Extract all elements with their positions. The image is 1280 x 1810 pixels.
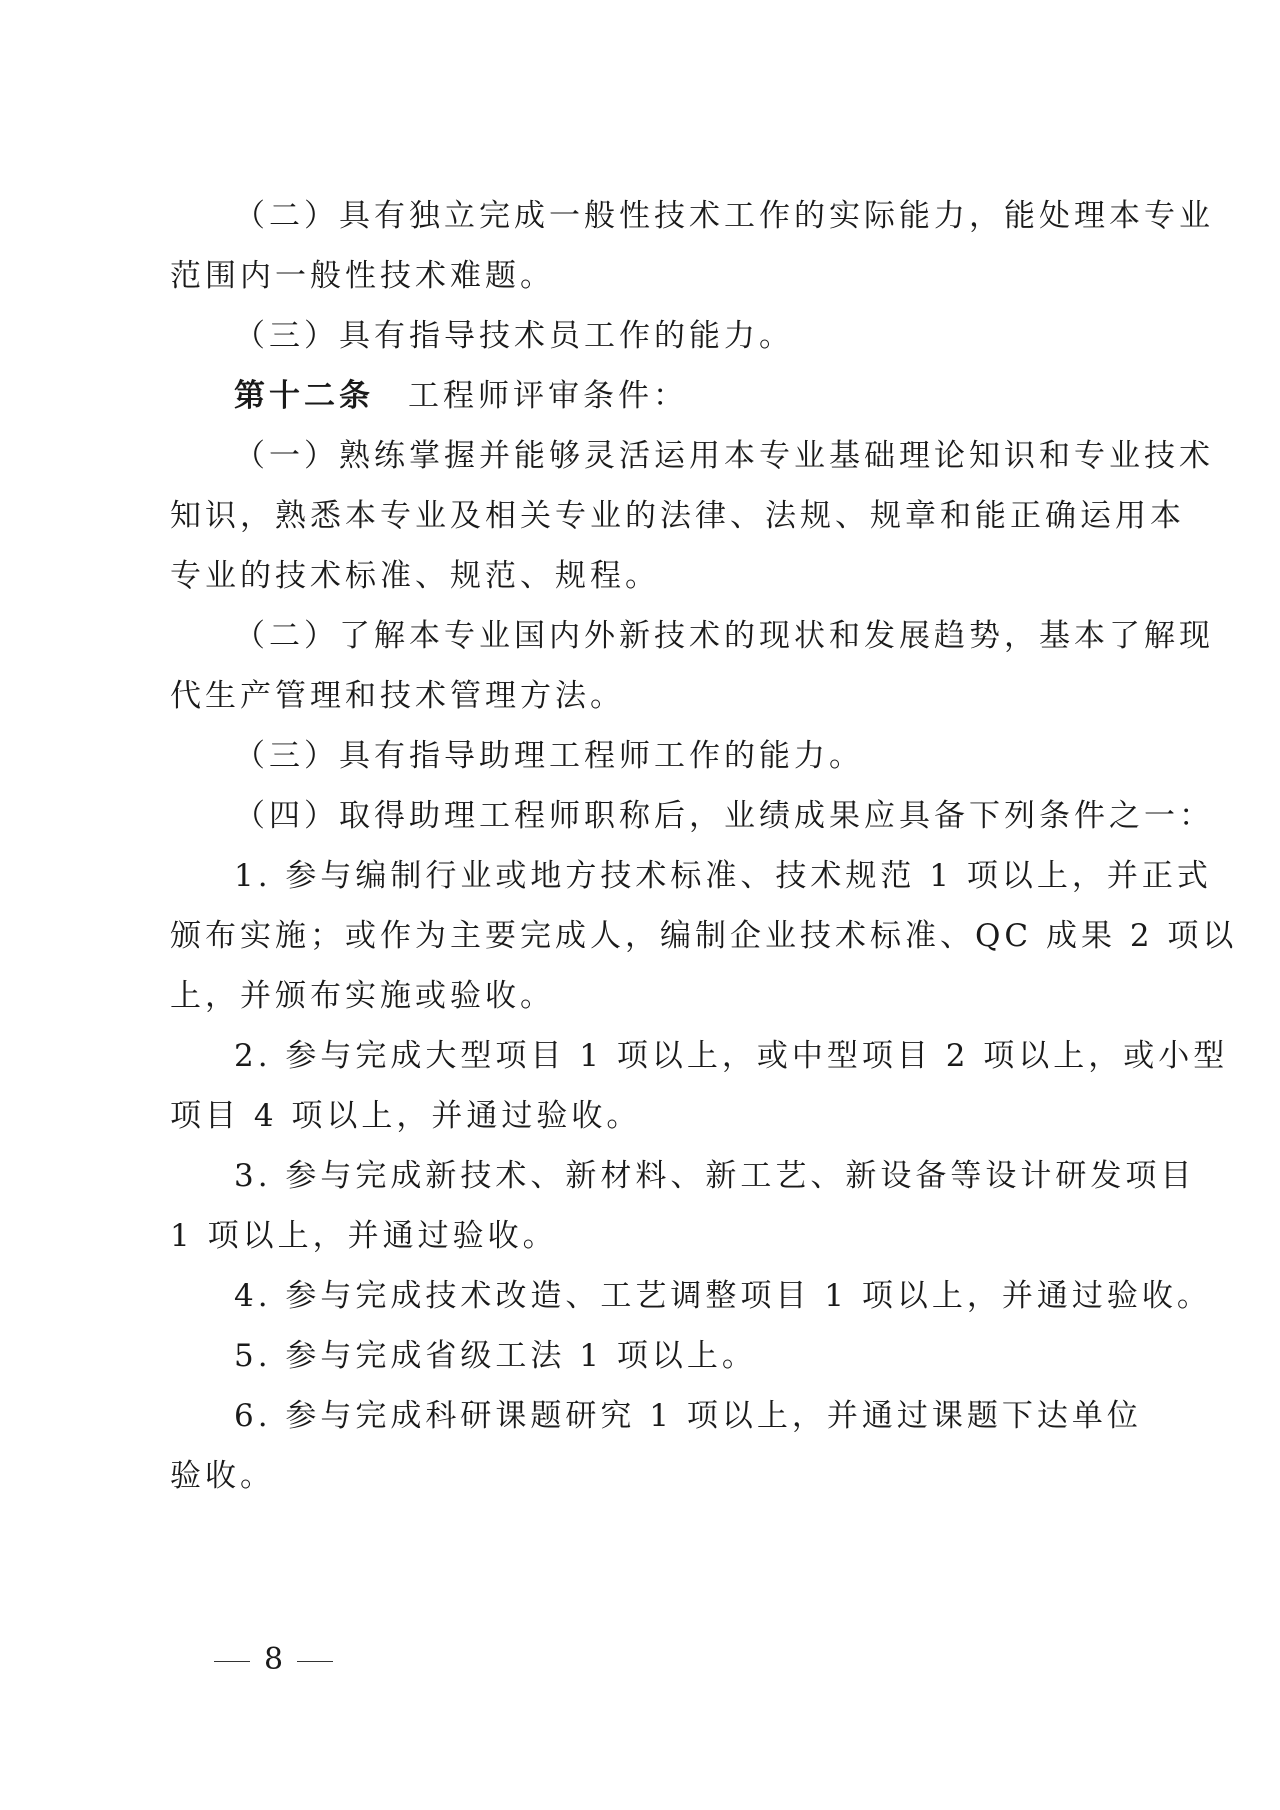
article-label: 第十二条	[234, 378, 374, 414]
page-number: 8	[264, 1642, 284, 1677]
list-item-line: 6. 参与完成科研课题研究 1 项以上，并通过课题下达单位	[234, 1398, 1142, 1434]
list-item-line: 4. 参与完成技术改造、工艺调整项目 1 项以上，并通过验收。	[234, 1278, 1212, 1314]
paragraph-line: （一）熟练掌握并能够灵活运用本专业基础理论知识和专业技术	[234, 438, 1214, 474]
paragraph-line: 代生产管理和技术管理方法。	[170, 678, 625, 714]
list-item-line: 项目 4 项以上，并通过验收。	[170, 1098, 642, 1134]
paragraph-line: （三）具有指导助理工程师工作的能力。	[234, 738, 864, 774]
list-item-line: 验收。	[170, 1458, 275, 1494]
paragraph-line: （二）了解本专业国内外新技术的现状和发展趋势，基本了解现	[234, 618, 1214, 654]
paragraph-line: （二）具有独立完成一般性技术工作的实际能力，能处理本专业	[234, 198, 1214, 234]
paragraph-line: 范围内一般性技术难题。	[170, 258, 555, 294]
list-item-line: 1 项以上，并通过验收。	[170, 1218, 558, 1254]
list-item-line: 2. 参与完成大型项目 1 项以上，或中型项目 2 项以上，或小型	[234, 1038, 1229, 1074]
list-item-line: 5. 参与完成省级工法 1 项以上。	[234, 1338, 757, 1374]
paragraph-line: 专业的技术标准、规范、规程。	[170, 558, 660, 594]
footer-dash-left	[214, 1661, 250, 1662]
list-item-line: 3. 参与完成新技术、新材料、新工艺、新设备等设计研发项目	[234, 1158, 1196, 1194]
article-heading	[234, 376, 1115, 416]
paragraph-line: （三）具有指导技术员工作的能力。	[234, 318, 794, 354]
list-item-line: 1. 参与编制行业或地方技术标准、技术规范 1 项以上，并正式	[234, 858, 1212, 894]
list-item-line: 上，并颁布实施或验收。	[170, 978, 555, 1014]
article-heading-text: 工程师评审条件：	[408, 378, 688, 414]
page-footer	[200, 1640, 347, 1680]
footer-dash-right	[297, 1661, 333, 1662]
paragraph-line: 知识，熟悉本专业及相关专业的法律、法规、规章和能正确运用本	[170, 498, 1185, 534]
list-item-line: 颁布实施；或作为主要完成人，编制企业技术标准、QC 成果 2 项以	[170, 918, 1238, 954]
paragraph-line: （四）取得助理工程师职称后，业绩成果应具备下列条件之一：	[234, 798, 1214, 834]
